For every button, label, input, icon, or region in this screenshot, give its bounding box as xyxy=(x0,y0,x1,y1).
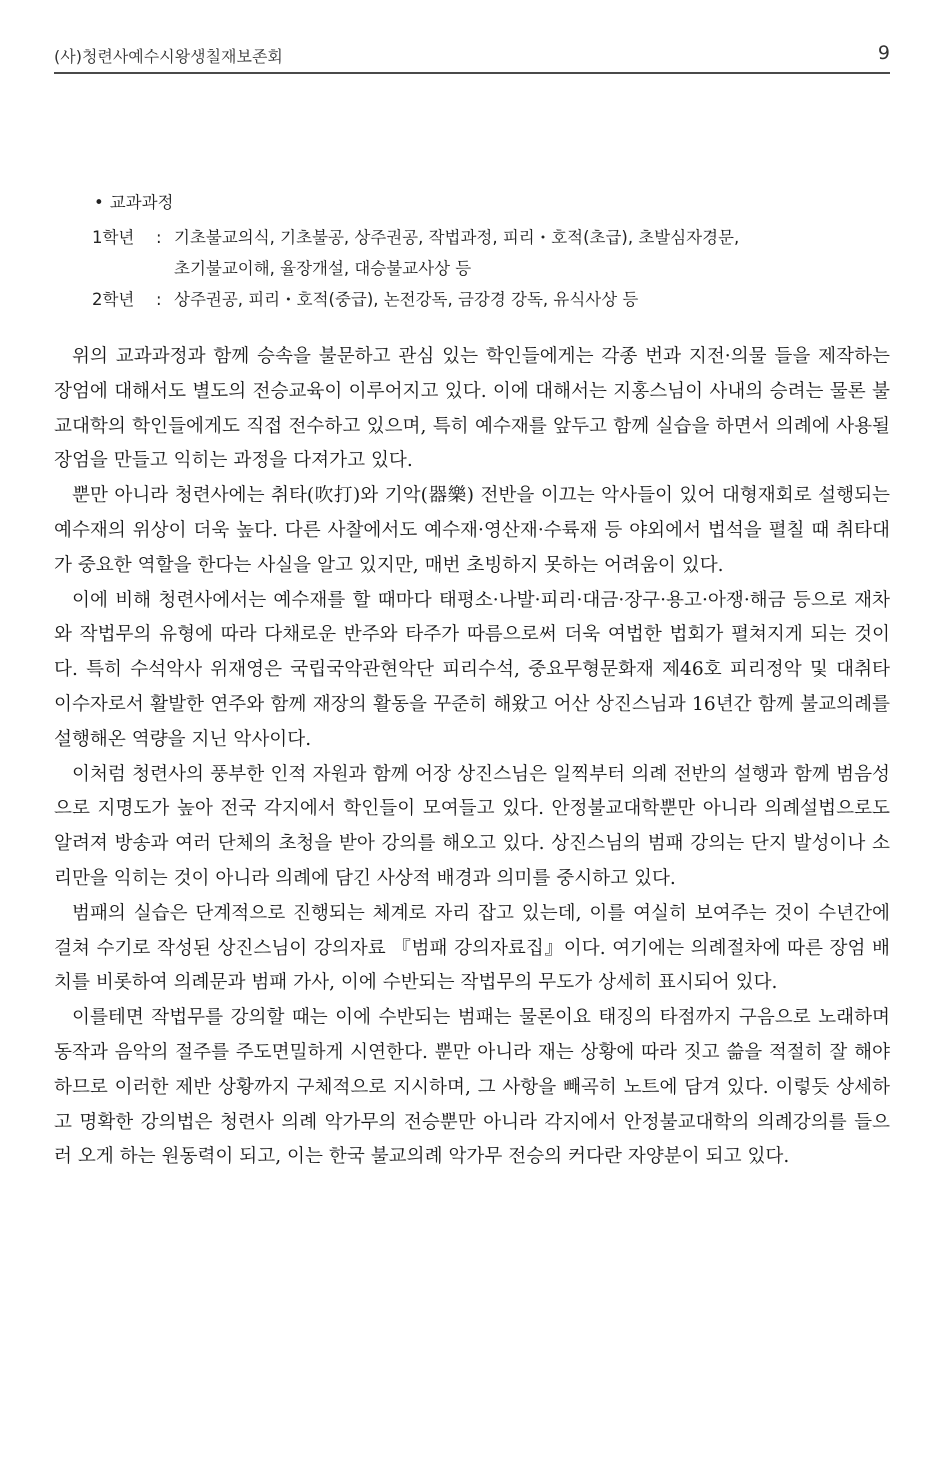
page-header xyxy=(54,42,890,74)
paragraph: 뿐만 아니라 청련사에는 취타(吹打)와 기악(器樂) 전반을 이끄는 악사들이 있어 대형재회로 설행되는 예수재의 위상이 더욱 높다. 다른 사찰에서도 예수재·영산재·수륙재 등 야외에서 법석을 펼칠 때 취타대가 중요한 역할을 한다는 사실을 알고 있지만, 매번 초빙하지 못하는 어려움이 있다. xyxy=(54,485,890,576)
paragraph: 이에 비해 청련사에서는 예수재를 할 때마다 태평소·나발·피리·대금·장구·용고·아쟁·해금 등으로 재차와 작법무의 유형에 따라 다채로운 반주와 타주가 따름으로써 더욱 여법한 법회가 펼쳐지게 되는 것이다. 특히 수석악사 위재영은 국립국악관현악단 피리수석, 중요무형문화재 제46호 피리정악 및 대취타 이수자로서 활발한 연주와 함께 재장의 활동을 꾸준히 해왔고 어산 상진스님과 16년간 함께 불교의례를 설행해온 역량을 지닌 악사이다. xyxy=(54,589,890,750)
paragraph: 범패의 실습은 단계적으로 진행되는 체계로 자리 잡고 있는데, 이를 여실히 보여주는 것이 수년간에 걸쳐 수기로 작성된 상진스님이 강의자료 『범패 강의자료집』이다. 여기에는 의례절차에 따른 장엄 배치를 비롯하여 의례문과 범패 가사, 이에 수반되는 작법무의 무도가 상세히 표시되어 있다. xyxy=(54,902,890,994)
bullet-icon: • xyxy=(94,193,104,212)
year-separator: : xyxy=(156,290,162,309)
year-separator: : xyxy=(156,228,162,247)
course-line: 초기불교이해, 율장개설, 대승불교사상 등 xyxy=(174,259,472,278)
paragraph: 위의 교과과정과 함께 승속을 불문하고 관심 있는 학인들에게는 각종 번과 지전·의물 들을 제작하는 장엄에 대해서도 별도의 전승교육이 이루어지고 있다. 이에 대해서는 지홍스님이 사내의 승려는 물론 불교대학의 학인들에게도 직접 전수하고 있으며, 특히 예수재를 앞두고 함께 실습을 하면서 의례에 사용될 장엄을 만들고 익히는 과정을 다져가고 있다. xyxy=(54,346,890,472)
course-line: 상주권공, 피리・호적(중급), 논전강독, 금강경 강독, 유식사상 등 xyxy=(174,290,639,309)
page-number: 9 xyxy=(877,42,890,64)
curriculum-year-1 xyxy=(92,222,892,284)
course-list xyxy=(174,222,892,284)
year-label: 2학년 xyxy=(92,290,135,309)
curriculum-title-text: 교과과정 xyxy=(109,193,174,212)
course-line: 기초불교의식, 기초불공, 상주권공, 작법과정, 피리・호적(초급), 초발심자경문, xyxy=(174,228,740,247)
year-label: 1학년 xyxy=(92,228,135,247)
course-list xyxy=(174,284,892,315)
curriculum-year-2 xyxy=(92,284,892,315)
curriculum-title xyxy=(92,188,892,222)
paragraph: 이처럼 청련사의 풍부한 인적 자원과 함께 어장 상진스님은 일찍부터 의례 전반의 설행과 함께 범음성으로 지명도가 높아 전국 각지에서 학인들이 모여들고 있다. 안정불교대학뿐만 아니라 의례설법으로도 알려져 방송과 여러 단체의 초청을 받아 강의를 해오고 있다. 상진스님의 범패 강의는 단지 발성이나 소리만을 익히는 것이 아니라 의례에 담긴 사상적 배경과 의미를 중시하고 있다. xyxy=(54,763,890,889)
paragraph: 이를테면 작법무를 강의할 때는 이에 수반되는 범패는 물론이요 태징의 타점까지 구음으로 노래하며 동작과 음악의 절주를 주도면밀하게 시연한다. 뿐만 아니라 재는 상황에 따라 짓고 쓺을 적절히 잘 해야 하므로 이러한 제반 상황까지 구체적으로 지시하며, 그 사항을 빼곡히 노트에 담겨 있다. 이렇듯 상세하고 명확한 강의법은 청련사 의례 악가무의 전승뿐만 아니라 각지에서 안정불교대학의 의례강의를 들으러 오게 하는 원동력이 되고, 이는 한국 불교의례 악가무 전승의 커다란 자양분이 되고 있다. xyxy=(54,1007,890,1168)
body-text xyxy=(54,340,890,1175)
header-organization: (사)청련사예수시왕생칠재보존회 xyxy=(54,47,283,66)
curriculum-section xyxy=(92,188,892,315)
